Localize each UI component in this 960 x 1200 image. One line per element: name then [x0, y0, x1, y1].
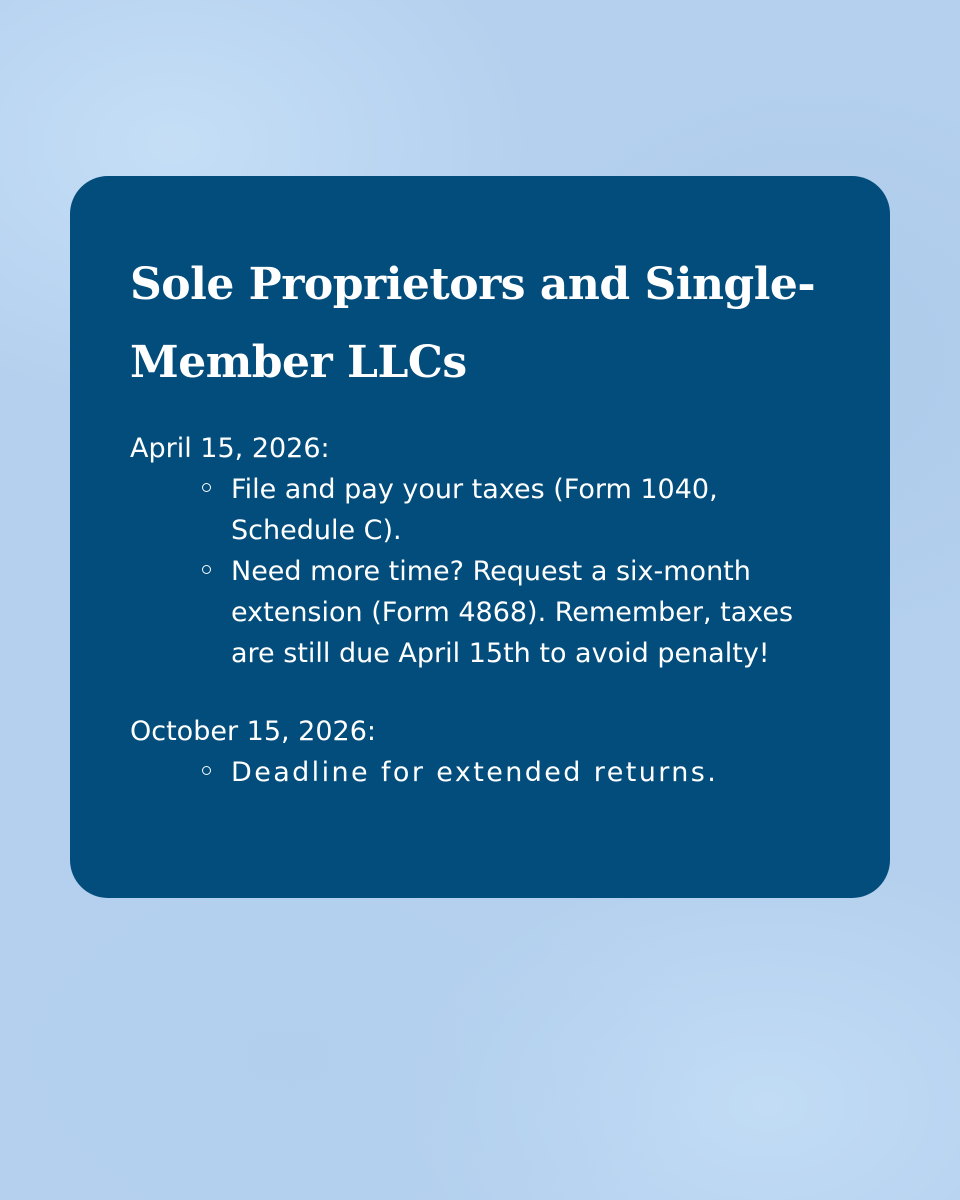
deadline-section-april [130, 428, 830, 674]
bullet-list [130, 469, 830, 674]
section-date: October 15, 2026: [130, 716, 376, 747]
card-title: Sole Proprietors and Single-Member LLCs [130, 259, 816, 388]
circle-bullet-icon [202, 766, 211, 775]
bullet-text: Deadline for extended returns. [231, 757, 719, 788]
circle-bullet-icon [202, 565, 211, 574]
list-item [231, 752, 830, 793]
bullet-list [130, 752, 830, 793]
section-date: April 15, 2026: [130, 433, 330, 464]
bullet-text: Need more time? Request a six-month extension (Form 4868). Remember, taxes are still due April 15th to avoid penalty! [231, 556, 794, 669]
bullet-text: File and pay your taxes (Form 1040, Schedule C). [231, 474, 718, 546]
info-card [70, 176, 890, 898]
list-item [231, 469, 830, 551]
list-item [231, 551, 830, 674]
deadline-section-october [130, 711, 830, 793]
circle-bullet-icon [202, 483, 211, 492]
